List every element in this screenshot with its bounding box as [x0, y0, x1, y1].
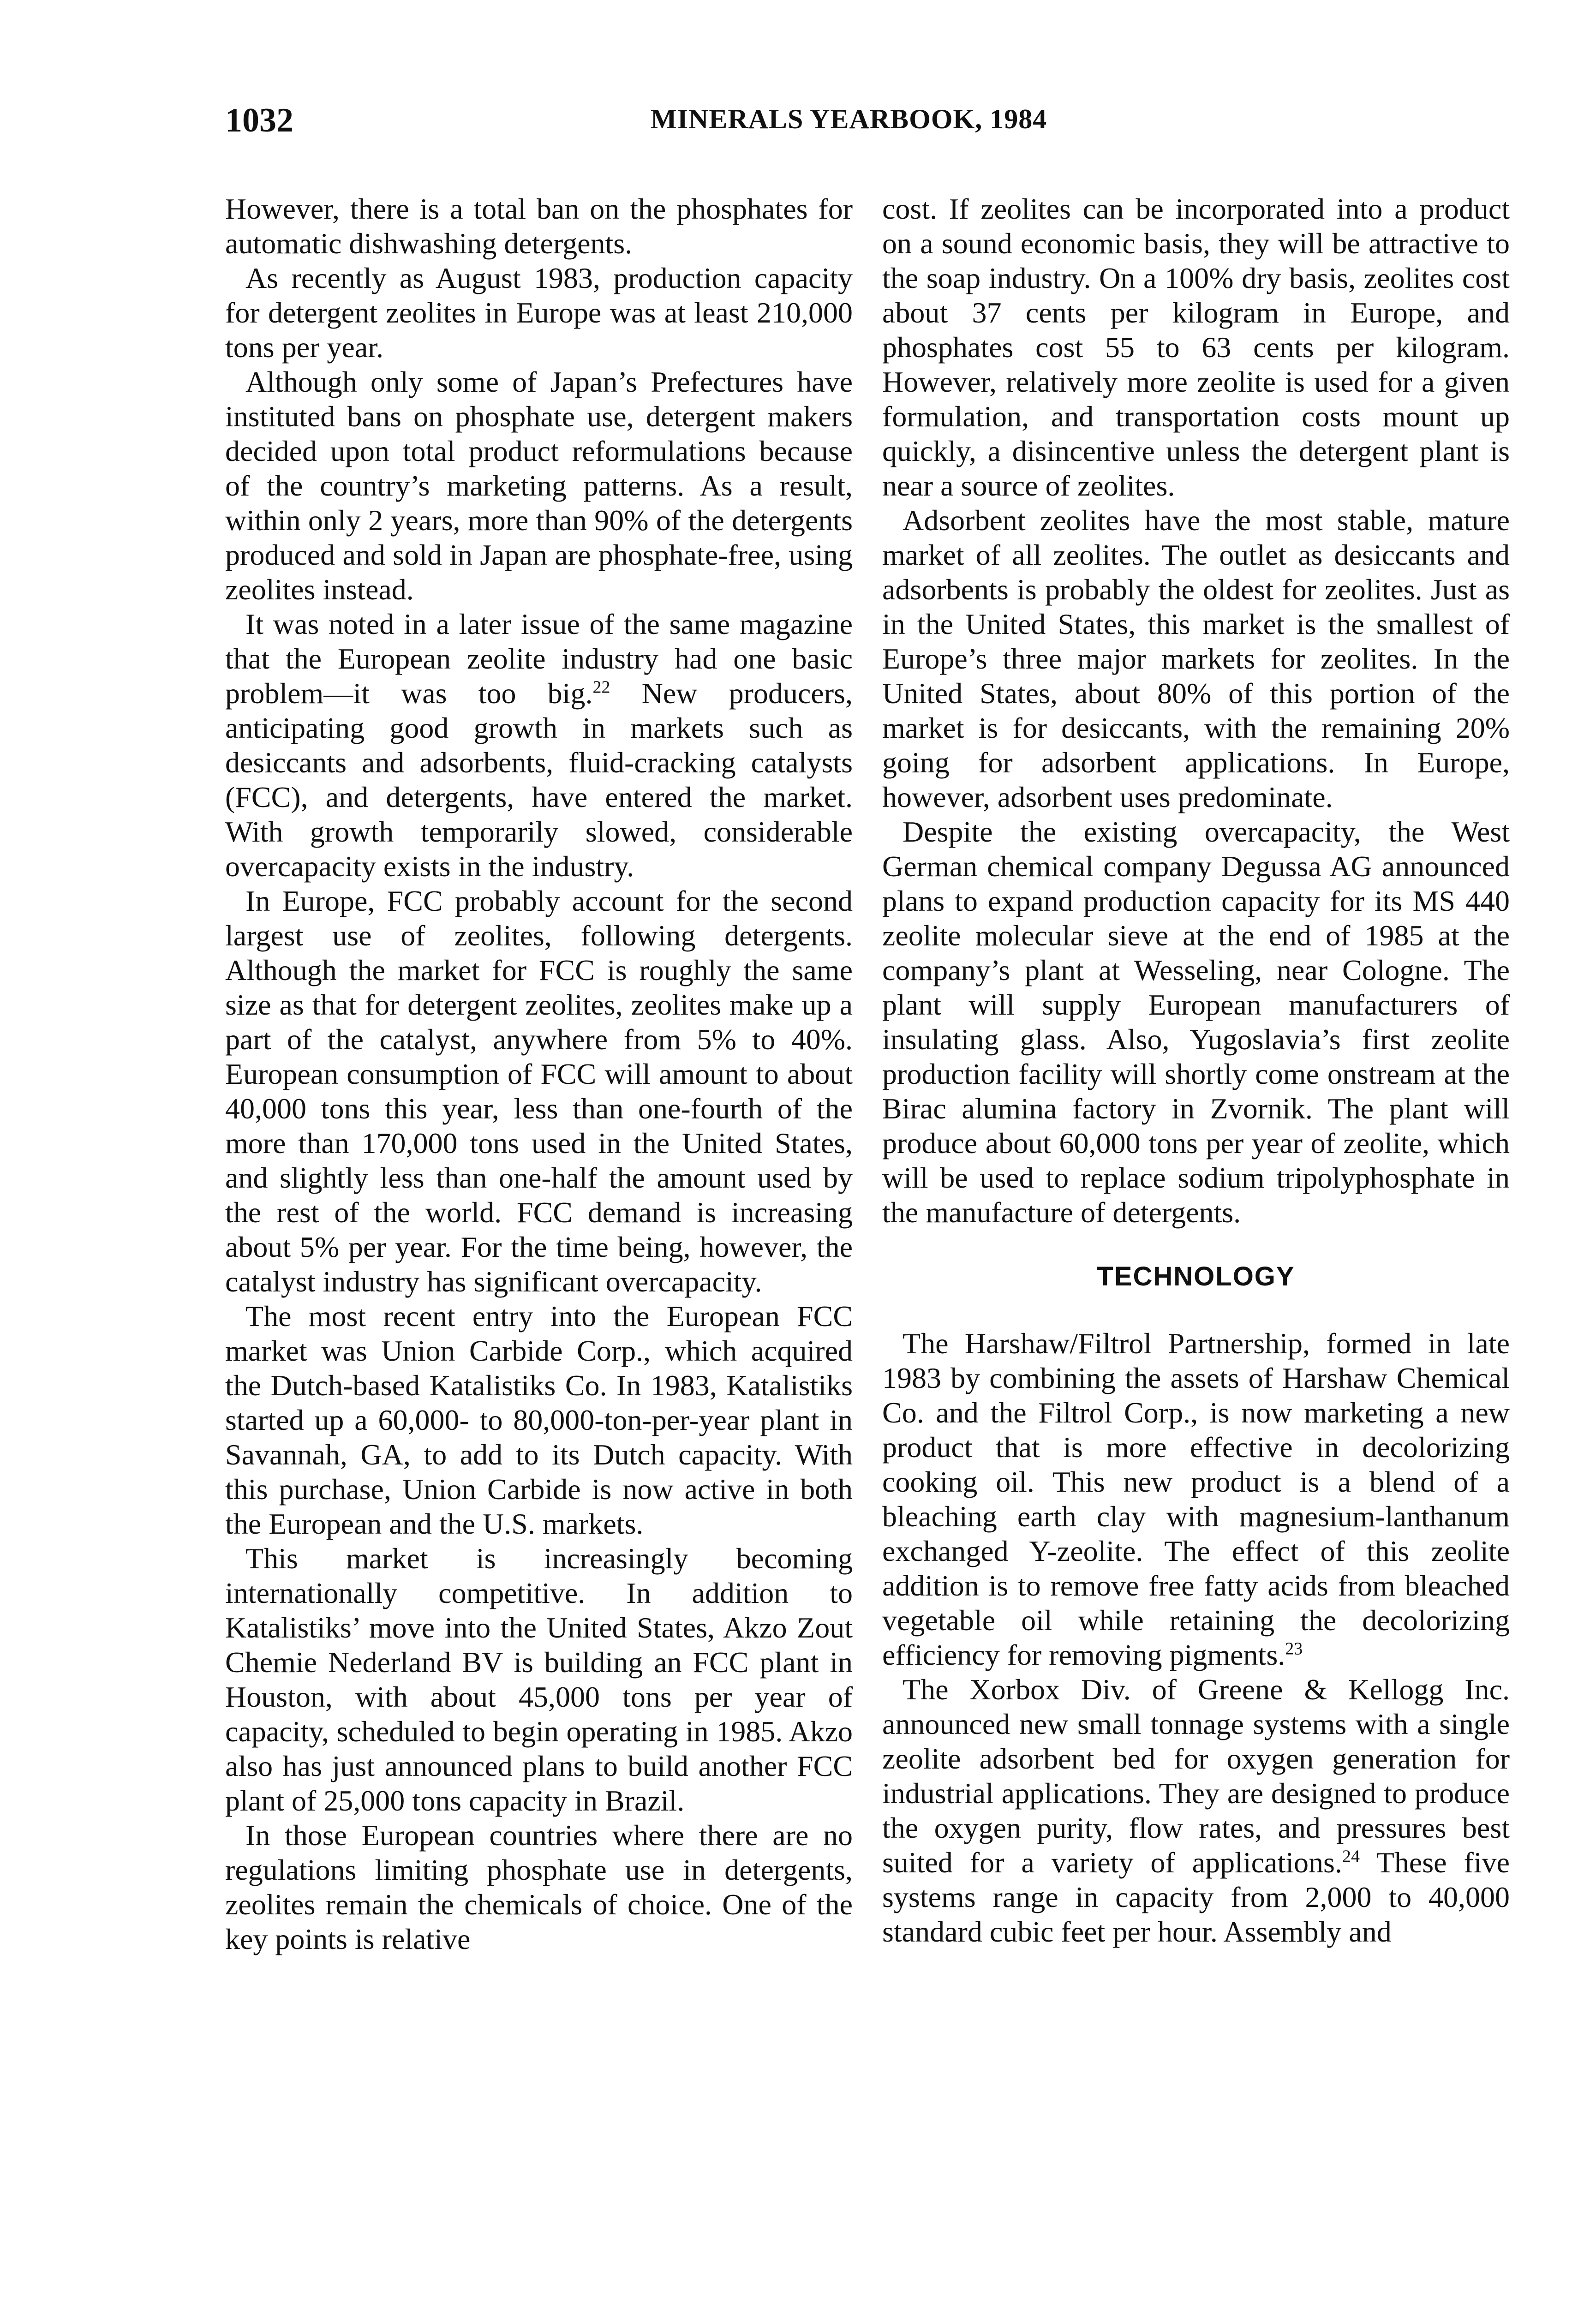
- paragraph-text: The Xorbox Div. of Greene & Kellogg Inc. announced new small tonnage systems with a single zeolite adsorbent bed for oxygen generation for industrial applications. They are designed to produce the oxygen purity, flow rates, and pressures best suited for a variety of applications.: [882, 1673, 1510, 1879]
- paragraph: [882, 1326, 1510, 1672]
- right-column: [882, 191, 1510, 1949]
- paragraph: In those European countries where there are no regulations limiting phosphate use in detergents, zeolites remain the chemicals of choice. One of the key points is relative: [225, 1819, 853, 1955]
- running-title: MINERALS YEARBOOK, 1984: [651, 104, 1047, 134]
- footnote-reference: 23: [1285, 1639, 1303, 1659]
- paragraph: Although only some of Japan’s Prefectures have instituted bans on phosphate use, detergent makers decided upon total product reformulations because of the country’s marketing patterns. As a result, within only 2 years, more than 90% of the detergents produced and sold in Japan are phosphate-free, using zeolites instead.: [225, 365, 853, 606]
- footnote-reference: 24: [1342, 1847, 1360, 1866]
- paragraph: This market is increasingly becoming internationally competitive. In addition to Katalistiks’ move into the United States, Akzo Zout Chemie Nederland BV is building an FCC plant in Houston, with about 45,000 tons per year of capacity, scheduled to begin operating in 1985. Akzo also has just announced plans to build another FCC plant of 25,000 tons capacity in Brazil.: [225, 1542, 853, 1817]
- paragraph: However, there is a total ban on the phosphates for automatic dishwashing detergents.: [225, 192, 853, 260]
- left-column: [225, 191, 853, 1956]
- paragraph: [882, 1672, 1510, 1949]
- paragraph: In Europe, FCC probably account for the second largest use of zeolites, following detergents. Although the market for FCC is roughly the same size as that for detergent zeolites, zeolites make up a part of the catalyst, anywhere from 5% to 40%. European consumption of FCC will amount to about 40,000 tons this year, less than one-fourth of the more than 170,000 tons used in the United States, and slightly less than one-half the amount used by the rest of the world. FCC demand is increasing about 5% per year. For the time being, however, the catalyst industry has significant overcapacity.: [225, 885, 853, 1298]
- paragraph: As recently as August 1983, production capacity for detergent zeolites in Europe was at least 210,000 tons per year.: [225, 262, 853, 364]
- paragraph: The most recent entry into the European FCC market was Union Carbide Corp., which acquired the Dutch-based Katalistiks Co. In 1983, Katalistiks started up a 60,000- to 80,000-ton-per-year plant in Savannah, GA, to add to its Dutch capacity. With this purchase, Union Carbide is now active in both the European and the U.S. markets.: [225, 1300, 853, 1540]
- footnote-reference: 22: [592, 677, 610, 697]
- paragraph: Adsorbent zeolites have the most stable, mature market of all zeolites. The outlet as desiccants and adsorbents is probably the oldest for zeolites. Just as in the United States, this market is the smallest of Europe’s three major markets for zeolites. In the United States, about 80% of this portion of the market is for desiccants, with the remaining 20% going for adsorbent applications. In Europe, however, adsorbent uses predominate.: [882, 504, 1510, 813]
- paragraph: [225, 607, 853, 884]
- paragraph-text: These five systems range in capacity from 2,000 to 40,000 standard cubic feet per hour. Assembly and: [882, 1846, 1510, 1948]
- page-number: 1032: [225, 102, 293, 139]
- paragraph: Despite the existing overcapacity, the West German chemical company Degussa AG announced plans to expand production capacity for its MS 440 zeolite molecular sieve at the end of 1985 at the company’s plant at Wesseling, near Cologne. The plant will supply European manufacturers of insulating glass. Also, Yugoslavia’s first zeolite production facility will shortly come onstream at the Birac alumina factory in Zvornik. The plant will produce about 60,000 tons per year of zeolite, which will be used to replace sodium tripolyphosphate in the manufacture of detergents.: [882, 815, 1510, 1229]
- section-heading: TECHNOLOGY: [1097, 1261, 1295, 1291]
- paragraph-text: The Harshaw/Filtrol Partnership, formed in late 1983 by combining the assets of Harshaw Chemical Co. and the Filtrol Corp., is now marketing a new product that is more effective in decolorizing cooking oil. This new product is a blend of a bleaching earth clay with magnesium-lanthanum exchanged Y-zeolite. The effect of this zeolite addition is to remove free fatty acids from bleached vegetable oil while retaining the decolorizing efficiency for removing pigments.: [882, 1327, 1510, 1671]
- paragraph-text: It was noted in a later issue of the same magazine that the European zeolite industry had one basic problem—it was too big.: [225, 608, 853, 710]
- paragraph: cost. If zeolites can be incorporated into a product on a sound economic basis, they will be attractive to the soap industry. On a 100% dry basis, zeolites cost about 37 cents per kilogram in Europe, and phosphates cost 55 to 63 cents per kilogram. However, relatively more zeolite is used for a given formulation, and transportation costs mount up quickly, a disincentive unless the detergent plant is near a source of zeolites.: [882, 192, 1510, 502]
- paragraph-text: New producers, anticipating good growth in markets such as desiccants and adsorbents, fluid-cracking catalysts (FCC), and detergents, have entered the market. With growth temporarily slowed, considerable overcapacity exists in the industry.: [225, 677, 853, 883]
